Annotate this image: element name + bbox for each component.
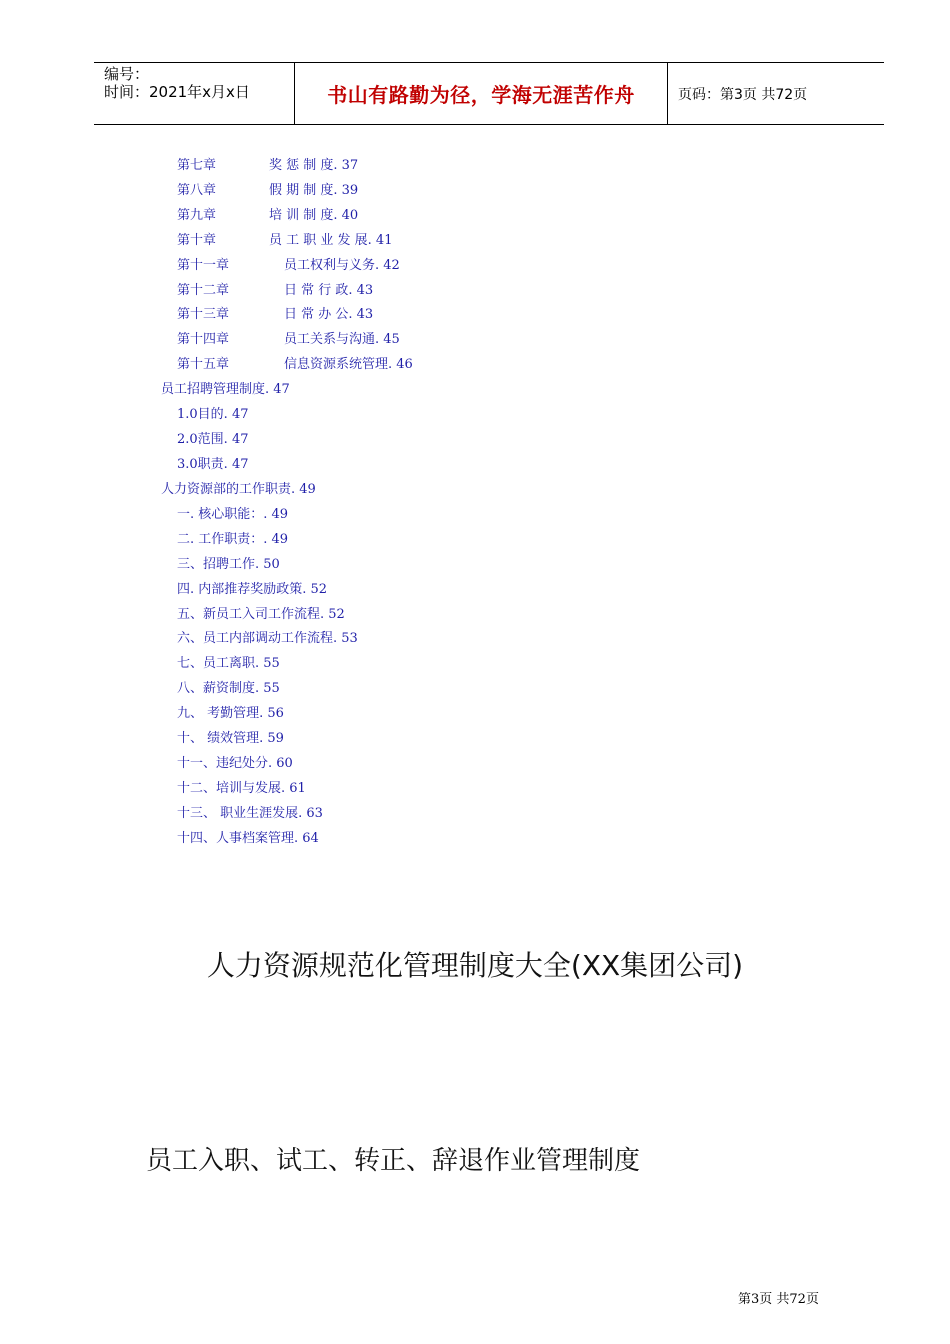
- toc-hr-item[interactable]: 十二、培训与发展. 61: [177, 781, 306, 796]
- toc-section-hr[interactable]: 人力资源部的工作职责. 49: [161, 482, 316, 497]
- toc-hr-item[interactable]: 十、 绩效管理. 59: [177, 731, 284, 746]
- toc-chapter-10[interactable]: 第十章 员 工 职 业 发 展. 41: [177, 233, 393, 248]
- motto: 书山有路勤为径，学海无涯苦作舟: [327, 83, 635, 107]
- toc-hr-item[interactable]: 二. 工作职责：. 49: [177, 532, 289, 547]
- toc-chapter-8[interactable]: 第八章 假 期 制 度. 39: [177, 183, 359, 198]
- toc-recruit-item[interactable]: 3.0职责. 47: [177, 457, 249, 472]
- toc-hr-item[interactable]: 十三、 职业生涯发展. 63: [177, 806, 323, 821]
- page-header: [94, 62, 884, 125]
- page-footer: 第3页 共72页: [738, 1292, 819, 1307]
- toc-chapter-14[interactable]: 第十四章 员工关系与沟通. 45: [177, 332, 400, 347]
- toc-hr-item[interactable]: 九、 考勤管理. 56: [177, 706, 284, 721]
- toc-hr-item[interactable]: 十四、人事档案管理. 64: [177, 831, 319, 846]
- toc-hr-item[interactable]: 三、招聘工作. 50: [177, 557, 280, 572]
- toc-chapter-11[interactable]: 第十一章 员工权利与义务. 42: [177, 258, 400, 273]
- date-label: 时间：2021年x月x日: [104, 83, 250, 101]
- toc-hr-item[interactable]: 七、员工离职. 55: [177, 656, 280, 671]
- toc-chapter-15[interactable]: 第十五章 信息资源系统管理. 46: [177, 357, 413, 372]
- toc-hr-item[interactable]: 四. 内部推荐奖励政策. 52: [177, 582, 328, 597]
- document-title: 人力资源规范化管理制度大全(XX集团公司): [206, 949, 744, 982]
- number-label: 编号：: [104, 65, 150, 83]
- toc-chapter-13[interactable]: 第十三章 日 常 办 公. 43: [177, 307, 374, 322]
- toc-hr-item[interactable]: 十一、违纪处分. 60: [177, 756, 293, 771]
- section-heading: 员工入职、试工、转正、辞退作业管理制度: [146, 1146, 641, 1176]
- toc-hr-item[interactable]: 五、新员工入司工作流程. 52: [177, 607, 345, 622]
- toc-chapter-12[interactable]: 第十二章 日 常 行 政. 43: [177, 283, 374, 298]
- toc-chapter-7[interactable]: 第七章 奖 惩 制 度. 37: [177, 158, 359, 173]
- toc-hr-item[interactable]: 一. 核心职能：. 49: [177, 507, 289, 522]
- header-motto-cell: [294, 63, 668, 124]
- toc-chapter-9[interactable]: 第九章 培 训 制 度. 40: [177, 208, 359, 223]
- toc-recruit-item[interactable]: 2.0范围. 47: [177, 432, 249, 447]
- toc-hr-item[interactable]: 八、薪资制度. 55: [177, 681, 280, 696]
- page-info: 页码：第3页 共72页: [678, 86, 808, 103]
- header-page-cell: [668, 63, 884, 124]
- toc-recruit-item[interactable]: 1.0目的. 47: [177, 407, 249, 422]
- header-meta: [94, 63, 294, 124]
- toc-section-recruit[interactable]: 员工招聘管理制度. 47: [161, 382, 290, 397]
- toc-hr-item[interactable]: 六、员工内部调动工作流程. 53: [177, 631, 358, 646]
